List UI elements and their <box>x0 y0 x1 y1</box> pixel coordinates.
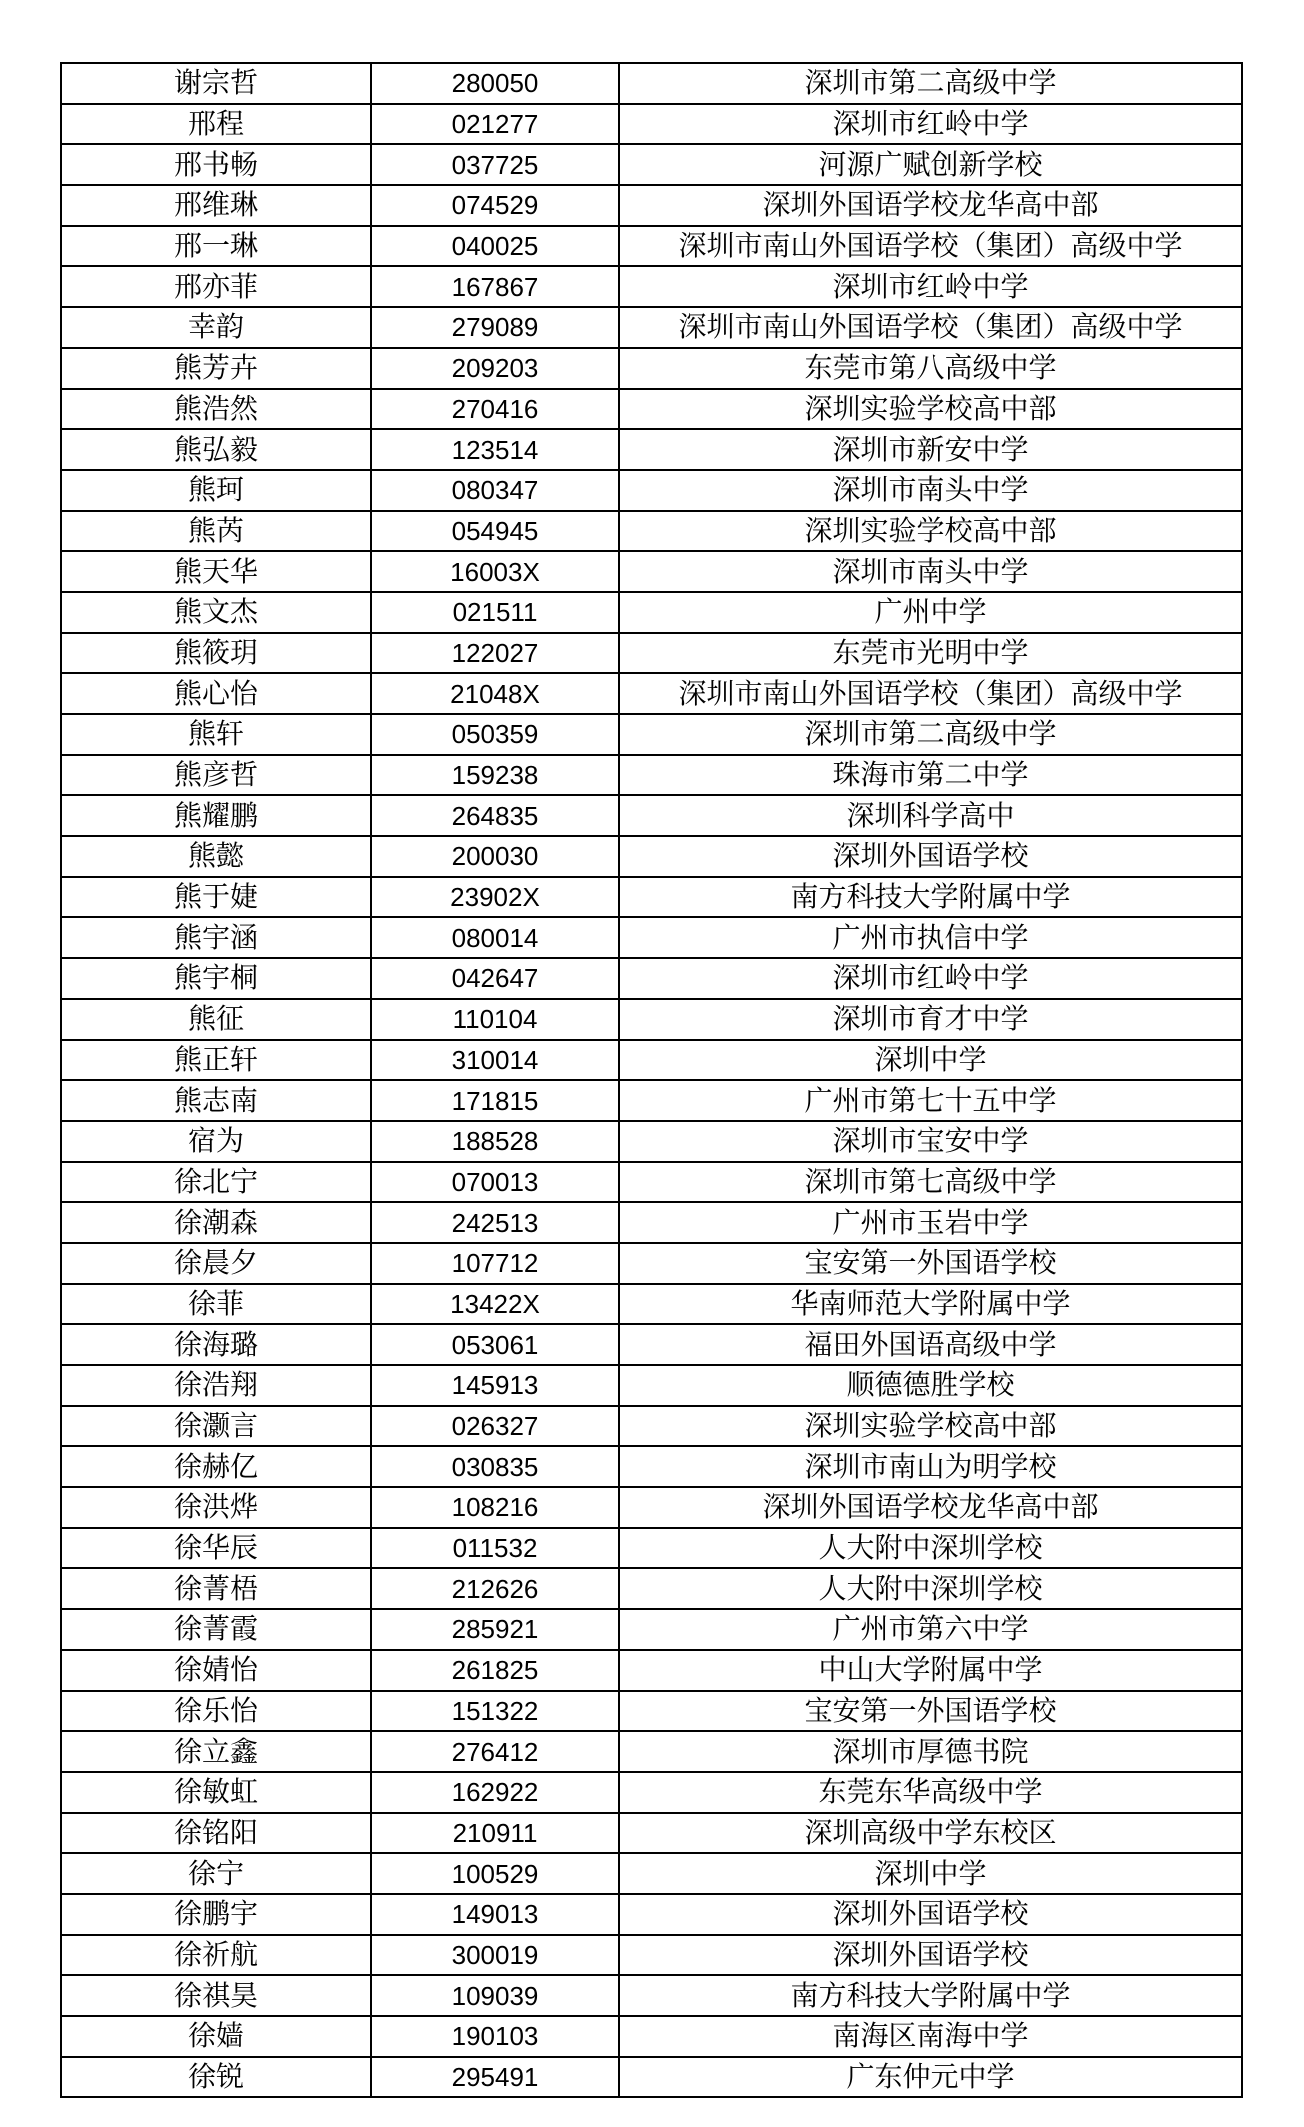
student-id-cell: 080347 <box>371 470 619 511</box>
table-row <box>61 714 1242 755</box>
school-name-cell: 中山大学附属中学 <box>619 1650 1242 1691</box>
school-name-cell: 深圳市宝安中学 <box>619 1121 1242 1162</box>
student-id-cell: 053061 <box>371 1324 619 1365</box>
school-name-cell: 深圳市红岭中学 <box>619 958 1242 999</box>
student-name-cell: 邢亦菲 <box>61 266 371 307</box>
school-name-cell: 深圳市红岭中学 <box>619 104 1242 145</box>
student-id-cell: 212626 <box>371 1568 619 1609</box>
table-row <box>61 429 1242 470</box>
school-name-cell: 深圳市新安中学 <box>619 429 1242 470</box>
student-name-cell: 徐锐 <box>61 2057 371 2098</box>
student-name-cell: 熊心怡 <box>61 673 371 714</box>
student-name-cell: 徐祺昊 <box>61 1975 371 2016</box>
table-row <box>61 1365 1242 1406</box>
student-name-cell: 邢程 <box>61 104 371 145</box>
school-name-cell: 东莞市第八高级中学 <box>619 348 1242 389</box>
school-name-cell: 宝安第一外国语学校 <box>619 1243 1242 1284</box>
table-row <box>61 551 1242 592</box>
student-id-cell: 261825 <box>371 1650 619 1691</box>
student-name-cell: 邢书畅 <box>61 144 371 185</box>
school-name-cell: 广州市第六中学 <box>619 1609 1242 1650</box>
student-id-cell: 026327 <box>371 1406 619 1447</box>
table-row <box>61 470 1242 511</box>
school-name-cell: 广州市执信中学 <box>619 917 1242 958</box>
student-id-cell: 16003X <box>371 551 619 592</box>
student-id-cell: 13422X <box>371 1284 619 1325</box>
student-name-cell: 徐灏言 <box>61 1406 371 1447</box>
student-id-cell: 080014 <box>371 917 619 958</box>
school-name-cell: 深圳外国语学校 <box>619 1935 1242 1976</box>
student-id-cell: 279089 <box>371 307 619 348</box>
student-id-cell: 149013 <box>371 1894 619 1935</box>
school-name-cell: 南海区南海中学 <box>619 2016 1242 2057</box>
student-id-cell: 011532 <box>371 1528 619 1569</box>
student-id-cell: 107712 <box>371 1243 619 1284</box>
student-id-cell: 040025 <box>371 226 619 267</box>
school-name-cell: 广州市玉岩中学 <box>619 1202 1242 1243</box>
school-name-cell: 深圳市南头中学 <box>619 551 1242 592</box>
table-row <box>61 1650 1242 1691</box>
school-name-cell: 深圳实验学校高中部 <box>619 511 1242 552</box>
school-name-cell: 深圳市厚德书院 <box>619 1731 1242 1772</box>
student-name-cell: 徐敏虹 <box>61 1772 371 1813</box>
student-id-cell: 188528 <box>371 1121 619 1162</box>
student-id-cell: 209203 <box>371 348 619 389</box>
student-id-cell: 21048X <box>371 673 619 714</box>
student-name-cell: 徐铭阳 <box>61 1813 371 1854</box>
student-id-cell: 167867 <box>371 266 619 307</box>
school-name-cell: 深圳市第二高级中学 <box>619 714 1242 755</box>
student-id-cell: 295491 <box>371 2057 619 2098</box>
student-id-cell: 200030 <box>371 836 619 877</box>
school-name-cell: 深圳市南头中学 <box>619 470 1242 511</box>
student-name-cell: 谢宗哲 <box>61 63 371 104</box>
student-name-cell: 徐浩翔 <box>61 1365 371 1406</box>
student-name-cell: 徐嫱 <box>61 2016 371 2057</box>
student-id-cell: 276412 <box>371 1731 619 1772</box>
student-id-cell: 210911 <box>371 1813 619 1854</box>
student-name-cell: 熊于婕 <box>61 877 371 918</box>
student-name-cell: 熊天华 <box>61 551 371 592</box>
table-row <box>61 226 1242 267</box>
student-id-cell: 074529 <box>371 185 619 226</box>
student-id-cell: 300019 <box>371 1935 619 1976</box>
student-id-cell: 242513 <box>371 1202 619 1243</box>
student-name-cell: 熊宇涵 <box>61 917 371 958</box>
student-id-cell: 171815 <box>371 1080 619 1121</box>
school-name-cell: 深圳中学 <box>619 1853 1242 1894</box>
school-name-cell: 顺德德胜学校 <box>619 1365 1242 1406</box>
student-name-cell: 邢维琳 <box>61 185 371 226</box>
student-id-cell: 021511 <box>371 592 619 633</box>
student-id-cell: 109039 <box>371 1975 619 2016</box>
student-name-cell: 徐菁霞 <box>61 1609 371 1650</box>
table-row <box>61 1121 1242 1162</box>
table-row <box>61 1487 1242 1528</box>
student-id-cell: 100529 <box>371 1853 619 1894</box>
student-name-cell: 熊弘毅 <box>61 429 371 470</box>
school-name-cell: 深圳市第七高级中学 <box>619 1162 1242 1203</box>
school-name-cell: 深圳市南山外国语学校（集团）高级中学 <box>619 226 1242 267</box>
table-row <box>61 1568 1242 1609</box>
school-name-cell: 深圳外国语学校龙华高中部 <box>619 1487 1242 1528</box>
student-id-cell: 030835 <box>371 1446 619 1487</box>
table-row <box>61 511 1242 552</box>
student-name-cell: 徐婧怡 <box>61 1650 371 1691</box>
school-name-cell: 深圳市南山为明学校 <box>619 1446 1242 1487</box>
table-row <box>61 592 1242 633</box>
student-name-cell: 熊耀鹏 <box>61 795 371 836</box>
student-id-cell: 037725 <box>371 144 619 185</box>
student-name-cell: 熊筱玥 <box>61 633 371 674</box>
table-row <box>61 999 1242 1040</box>
table-row <box>61 1935 1242 1976</box>
table-row <box>61 1528 1242 1569</box>
table-row <box>61 104 1242 145</box>
student-name-cell: 徐洪烨 <box>61 1487 371 1528</box>
student-id-cell: 054945 <box>371 511 619 552</box>
student-name-cell: 徐鹏宇 <box>61 1894 371 1935</box>
student-name-cell: 熊征 <box>61 999 371 1040</box>
table-row <box>61 1609 1242 1650</box>
school-name-cell: 广州市第七十五中学 <box>619 1080 1242 1121</box>
student-id-cell: 280050 <box>371 63 619 104</box>
table-row <box>61 348 1242 389</box>
school-name-cell: 广东仲元中学 <box>619 2057 1242 2098</box>
student-name-cell: 熊宇桐 <box>61 958 371 999</box>
table-row <box>61 1975 1242 2016</box>
table-row <box>61 1202 1242 1243</box>
school-name-cell: 华南师范大学附属中学 <box>619 1284 1242 1325</box>
table-row <box>61 1894 1242 1935</box>
student-name-cell: 徐宁 <box>61 1853 371 1894</box>
student-id-cell: 145913 <box>371 1365 619 1406</box>
school-name-cell: 人大附中深圳学校 <box>619 1528 1242 1569</box>
student-roster-table <box>60 62 1243 2098</box>
table-row <box>61 63 1242 104</box>
table-row <box>61 1446 1242 1487</box>
table-row <box>61 1162 1242 1203</box>
student-name-cell: 徐祈航 <box>61 1935 371 1976</box>
school-name-cell: 深圳高级中学东校区 <box>619 1813 1242 1854</box>
table-row <box>61 1731 1242 1772</box>
student-name-cell: 徐潮森 <box>61 1202 371 1243</box>
table-row <box>61 389 1242 430</box>
table-row <box>61 836 1242 877</box>
student-name-cell: 徐立鑫 <box>61 1731 371 1772</box>
student-name-cell: 熊文杰 <box>61 592 371 633</box>
student-name-cell: 徐乐怡 <box>61 1691 371 1732</box>
student-name-cell: 徐菲 <box>61 1284 371 1325</box>
school-name-cell: 深圳外国语学校龙华高中部 <box>619 185 1242 226</box>
student-name-cell: 徐赫亿 <box>61 1446 371 1487</box>
student-id-cell: 050359 <box>371 714 619 755</box>
school-name-cell: 东莞市光明中学 <box>619 633 1242 674</box>
table-row <box>61 144 1242 185</box>
table-row <box>61 1284 1242 1325</box>
student-name-cell: 徐北宁 <box>61 1162 371 1203</box>
school-name-cell: 河源广赋创新学校 <box>619 144 1242 185</box>
table-row <box>61 307 1242 348</box>
student-id-cell: 159238 <box>371 755 619 796</box>
student-id-cell: 108216 <box>371 1487 619 1528</box>
table-row <box>61 1853 1242 1894</box>
table-row <box>61 877 1242 918</box>
table-row <box>61 958 1242 999</box>
school-name-cell: 广州中学 <box>619 592 1242 633</box>
school-name-cell: 深圳实验学校高中部 <box>619 389 1242 430</box>
student-id-cell: 042647 <box>371 958 619 999</box>
school-name-cell: 深圳市南山外国语学校（集团）高级中学 <box>619 673 1242 714</box>
student-name-cell: 徐华辰 <box>61 1528 371 1569</box>
student-name-cell: 熊芳卉 <box>61 348 371 389</box>
student-id-cell: 070013 <box>371 1162 619 1203</box>
school-name-cell: 人大附中深圳学校 <box>619 1568 1242 1609</box>
student-id-cell: 270416 <box>371 389 619 430</box>
student-id-cell: 162922 <box>371 1772 619 1813</box>
table-row <box>61 266 1242 307</box>
school-name-cell: 深圳科学高中 <box>619 795 1242 836</box>
student-name-cell: 熊懿 <box>61 836 371 877</box>
student-id-cell: 190103 <box>371 2016 619 2057</box>
student-id-cell: 021277 <box>371 104 619 145</box>
table-row <box>61 1691 1242 1732</box>
school-name-cell: 深圳实验学校高中部 <box>619 1406 1242 1447</box>
school-name-cell: 深圳市南山外国语学校（集团）高级中学 <box>619 307 1242 348</box>
student-id-cell: 110104 <box>371 999 619 1040</box>
table-row <box>61 1772 1242 1813</box>
school-name-cell: 南方科技大学附属中学 <box>619 1975 1242 2016</box>
table-row <box>61 673 1242 714</box>
student-id-cell: 285921 <box>371 1609 619 1650</box>
table-row <box>61 185 1242 226</box>
table-row <box>61 1406 1242 1447</box>
student-name-cell: 熊浩然 <box>61 389 371 430</box>
student-name-cell: 熊正轩 <box>61 1040 371 1081</box>
student-id-cell: 23902X <box>371 877 619 918</box>
student-name-cell: 徐菁梧 <box>61 1568 371 1609</box>
school-name-cell: 珠海市第二中学 <box>619 755 1242 796</box>
table-row <box>61 1813 1242 1854</box>
student-name-cell: 熊彦哲 <box>61 755 371 796</box>
student-name-cell: 宿为 <box>61 1121 371 1162</box>
student-name-cell: 熊志南 <box>61 1080 371 1121</box>
table-row <box>61 755 1242 796</box>
school-name-cell: 深圳外国语学校 <box>619 1894 1242 1935</box>
student-id-cell: 122027 <box>371 633 619 674</box>
school-name-cell: 深圳市第二高级中学 <box>619 63 1242 104</box>
student-name-cell: 徐海璐 <box>61 1324 371 1365</box>
table-row <box>61 917 1242 958</box>
school-name-cell: 宝安第一外国语学校 <box>619 1691 1242 1732</box>
student-id-cell: 151322 <box>371 1691 619 1732</box>
student-name-cell: 幸韵 <box>61 307 371 348</box>
student-id-cell: 123514 <box>371 429 619 470</box>
school-name-cell: 深圳外国语学校 <box>619 836 1242 877</box>
table-row <box>61 1040 1242 1081</box>
school-name-cell: 福田外国语高级中学 <box>619 1324 1242 1365</box>
table-row <box>61 1080 1242 1121</box>
school-name-cell: 深圳中学 <box>619 1040 1242 1081</box>
table-row <box>61 795 1242 836</box>
school-name-cell: 南方科技大学附属中学 <box>619 877 1242 918</box>
roster-body <box>61 63 1242 2097</box>
student-name-cell: 邢一琳 <box>61 226 371 267</box>
student-name-cell: 熊芮 <box>61 511 371 552</box>
school-name-cell: 深圳市育才中学 <box>619 999 1242 1040</box>
table-row <box>61 1324 1242 1365</box>
table-row <box>61 1243 1242 1284</box>
table-row <box>61 2016 1242 2057</box>
school-name-cell: 东莞东华高级中学 <box>619 1772 1242 1813</box>
school-name-cell: 深圳市红岭中学 <box>619 266 1242 307</box>
student-name-cell: 徐晨夕 <box>61 1243 371 1284</box>
student-id-cell: 264835 <box>371 795 619 836</box>
table-row <box>61 2057 1242 2098</box>
table-row <box>61 633 1242 674</box>
student-name-cell: 熊轩 <box>61 714 371 755</box>
student-id-cell: 310014 <box>371 1040 619 1081</box>
student-name-cell: 熊珂 <box>61 470 371 511</box>
